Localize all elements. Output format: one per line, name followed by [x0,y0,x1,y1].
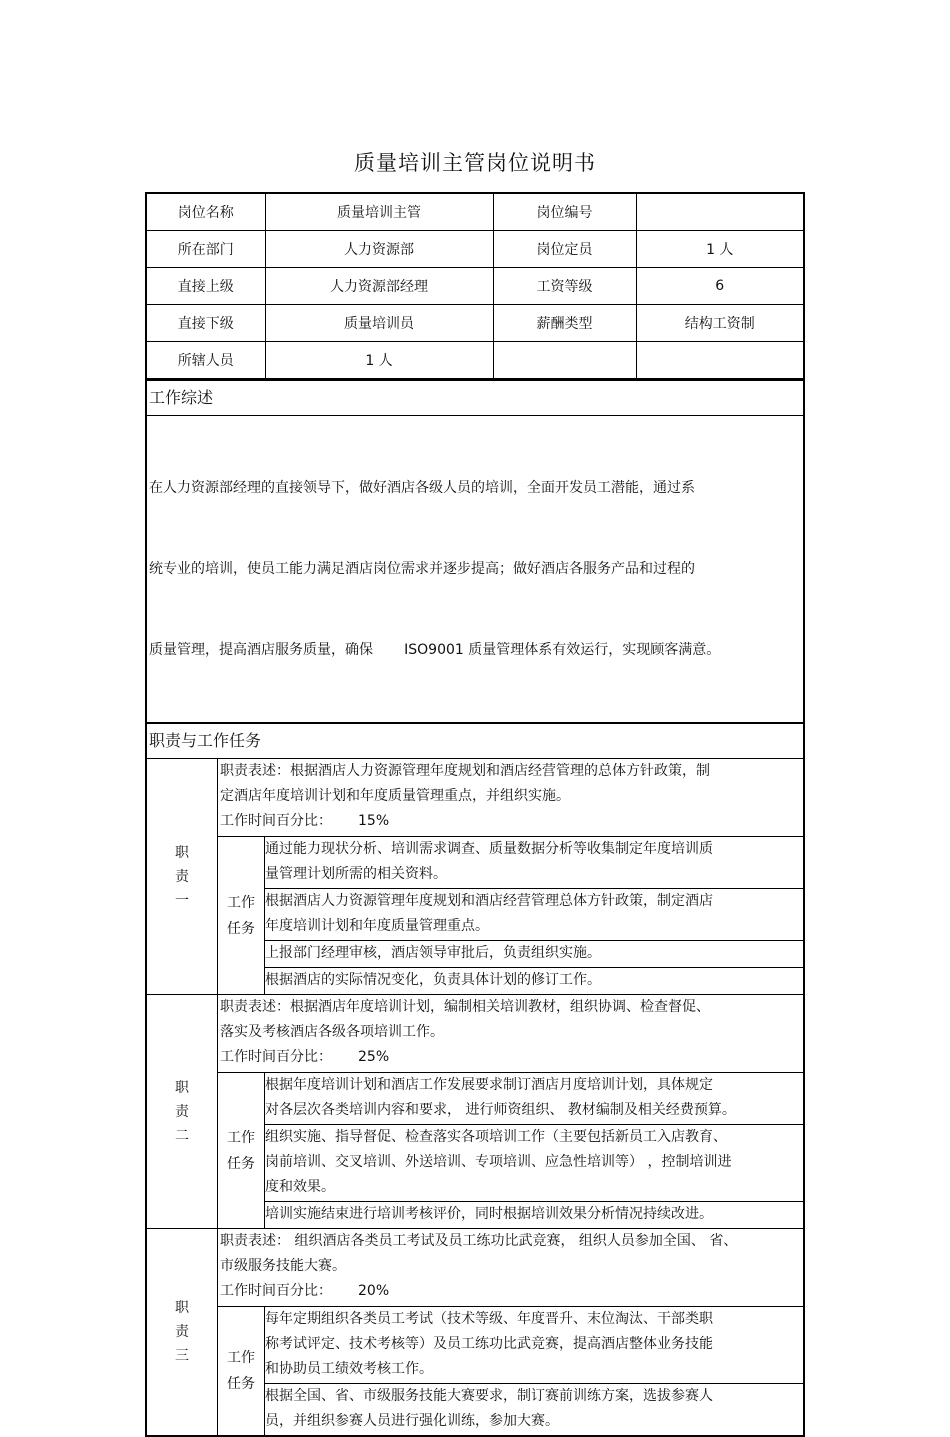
field-label: 岗位编号 [493,194,636,231]
task-section [218,836,803,994]
field-value [636,194,803,231]
task-list [265,837,803,994]
duty-label-char: 责 [175,868,189,885]
task-item [265,967,803,994]
task-item [265,1073,803,1124]
task-item-line: 通过能力现状分析、培训需求调查、质量数据分析等收集制定年度培训质 [265,841,713,857]
task-item-line: 上报部门经理审核，酒店领导审批后，负责组织实施。 [265,945,601,961]
summary-text [147,415,803,722]
position-info-table [147,194,803,379]
duty-description-line: 职责表述：根据酒店人力资源管理年度规划和酒店经营管理的总体方针政策，制 [220,763,710,779]
task-item-line: 年度培训计划和年度质量管理重点。 [265,918,489,934]
duty-description-line: 市级服务技能大赛。 [220,1258,346,1274]
work-time-label: 工作时间百分比： [220,1283,332,1299]
field-value: 人力资源部经理 [265,268,493,305]
task-item-line: 对各层次各类培训内容和要求， 进行师资组织、 教材编制及相关经费预算。 [265,1102,736,1118]
work-time-label: 工作时间百分比： [220,1049,332,1065]
duty-label-char: 二 [175,1127,189,1144]
info-row [147,268,803,305]
duty-block [147,994,803,1228]
field-value: 人力资源部 [265,231,493,268]
task-item [265,1124,803,1201]
duty-label-char: 职 [175,1300,189,1316]
task-item-line: 根据全国、省、市级服务技能大赛要求，制订赛前训练方案，选拔参赛人 [265,1388,713,1404]
field-value: 质量培训主管 [265,194,493,231]
duty-body [218,1229,803,1435]
duty-description-line: 职责表述： 组织酒店各类员工考试及员工练功比武竞赛， 组织人员参加全国、 省、 [220,1233,738,1249]
field-value: 结构工资制 [636,305,803,342]
field-label: 薪酬类型 [493,305,636,342]
task-item-line: 每年定期组织各类员工考试（技术等级、年度晋升、末位淘汰、干部类职 [265,1311,713,1327]
field-value: 1 人 [265,342,493,379]
work-time-percentage [220,1279,803,1304]
task-item-line: 组织实施、指导督促、检查落实各项培训工作（主要包括新员工入店教育、 [265,1129,727,1145]
task-item [265,837,803,888]
task-item-line: 根据年度培训计划和酒店工作发展要求制订酒店月度培训计划，具体规定 [265,1077,713,1093]
task-label [218,837,265,994]
duty-description [218,759,803,836]
duty-description-line: 职责表述：根据酒店年度培训计划，编制相关培训教材，组织协调、检查督促、 [220,999,710,1015]
task-item [265,888,803,940]
task-list [265,1073,803,1228]
duty-description [218,1229,803,1306]
task-item [265,1201,803,1228]
page-title: 质量培训主管岗位说明书 [354,151,596,175]
field-label: 工资等级 [493,268,636,305]
task-item [265,1307,803,1383]
work-time-value: 15% [358,813,390,829]
field-value: 1 人 [636,231,803,268]
duty-label [147,759,218,994]
duty-block [147,1228,803,1435]
task-label [218,1307,265,1435]
task-label-line: 任务 [227,920,255,937]
task-label-line: 任务 [227,1376,255,1392]
summary-line: 统专业的培训，使员工能力满足酒店岗位需求并逐步提高；做好酒店各服务产品和过程的 [149,561,695,577]
duty-body [218,759,803,994]
duty-label-char: 一 [175,892,189,909]
work-time-value: 25% [358,1049,390,1065]
duty-description [218,995,803,1072]
info-row [147,231,803,268]
task-item [265,940,803,967]
task-label-line: 任务 [227,1155,255,1172]
duty-label-text [175,1296,189,1368]
task-label-text [227,1345,255,1397]
info-row [147,342,803,379]
duty-label [147,995,218,1228]
task-item-line: 根据酒店人力资源管理年度规划和酒店经营管理总体方针政策，制定酒店 [265,893,713,909]
duties-list [147,758,803,1435]
work-time-label: 工作时间百分比： [220,813,332,829]
duties-heading: 职责与工作任务 [147,722,803,758]
task-item-line: 度和效果。 [265,1179,335,1195]
task-item [265,1383,803,1435]
field-label: 直接下级 [147,305,265,342]
duty-label-text [175,1076,189,1148]
field-label: 岗位定员 [493,231,636,268]
task-section [218,1072,803,1228]
task-item-line: 根据酒店的实际情况变化，负责具体计划的修订工作。 [265,972,601,988]
task-label-text [227,1125,255,1177]
duty-body [218,995,803,1228]
summary-heading: 工作综述 [147,379,803,415]
summary-line: 质量管理，提高酒店服务质量，确保 ISO9001 质量管理体系有效运行，实现顾客满意。 [149,642,721,658]
task-label-line: 工作 [227,894,255,911]
duty-description-line: 定酒店年度培训计划和年度质量管理重点，并组织实施。 [220,788,570,804]
field-label: 所辖人员 [147,342,265,379]
field-value: 6 [636,268,803,305]
field-label: 岗位名称 [147,194,265,231]
task-item-line: 员，并组织参赛人员进行强化训练，参加大赛。 [265,1413,559,1429]
info-row [147,305,803,342]
task-label-line: 工作 [227,1350,255,1366]
work-time-percentage [220,1045,803,1070]
duty-label-char: 职 [175,1079,189,1096]
task-list [265,1307,803,1435]
duty-block [147,758,803,994]
task-label-text [227,890,255,942]
duty-label-char: 责 [175,1324,189,1340]
summary-line: 在人力资源部经理的直接领导下，做好酒店各级人员的培训，全面开发员工潜能，通过系 [149,480,695,496]
field-label: 直接上级 [147,268,265,305]
field-value: 质量培训员 [265,305,493,342]
duty-label-char: 责 [175,1103,189,1120]
task-item-line: 称考试评定、技术考核等）及员工练功比武竞赛，提高酒店整体业务技能 [265,1336,713,1352]
field-label: 所在部门 [147,231,265,268]
task-label-line: 工作 [227,1129,255,1146]
task-item-line: 培训实施结束进行培训考核评价，同时根据培训效果分析情况持续改进。 [265,1206,713,1222]
info-row [147,194,803,231]
task-label [218,1073,265,1228]
duty-description-line: 落实及考核酒店各级各项培训工作。 [220,1024,444,1040]
duty-label-char: 三 [175,1348,189,1364]
field-value [636,342,803,379]
task-section [218,1306,803,1435]
duty-label [147,1229,218,1435]
task-item-line: 和协助员工绩效考核工作。 [265,1361,433,1377]
duty-label-text [175,841,189,913]
field-label [493,342,636,379]
job-description-sheet [145,192,805,1437]
task-item-line: 岗前培训、交叉培训、外送培训、专项培训、应急性培训等） ，控制培训进 [265,1154,732,1170]
work-time-value: 20% [358,1283,390,1299]
task-item-line: 量管理计划所需的相关资料。 [265,866,447,882]
work-time-percentage [220,809,803,834]
duty-label-char: 职 [175,844,189,861]
